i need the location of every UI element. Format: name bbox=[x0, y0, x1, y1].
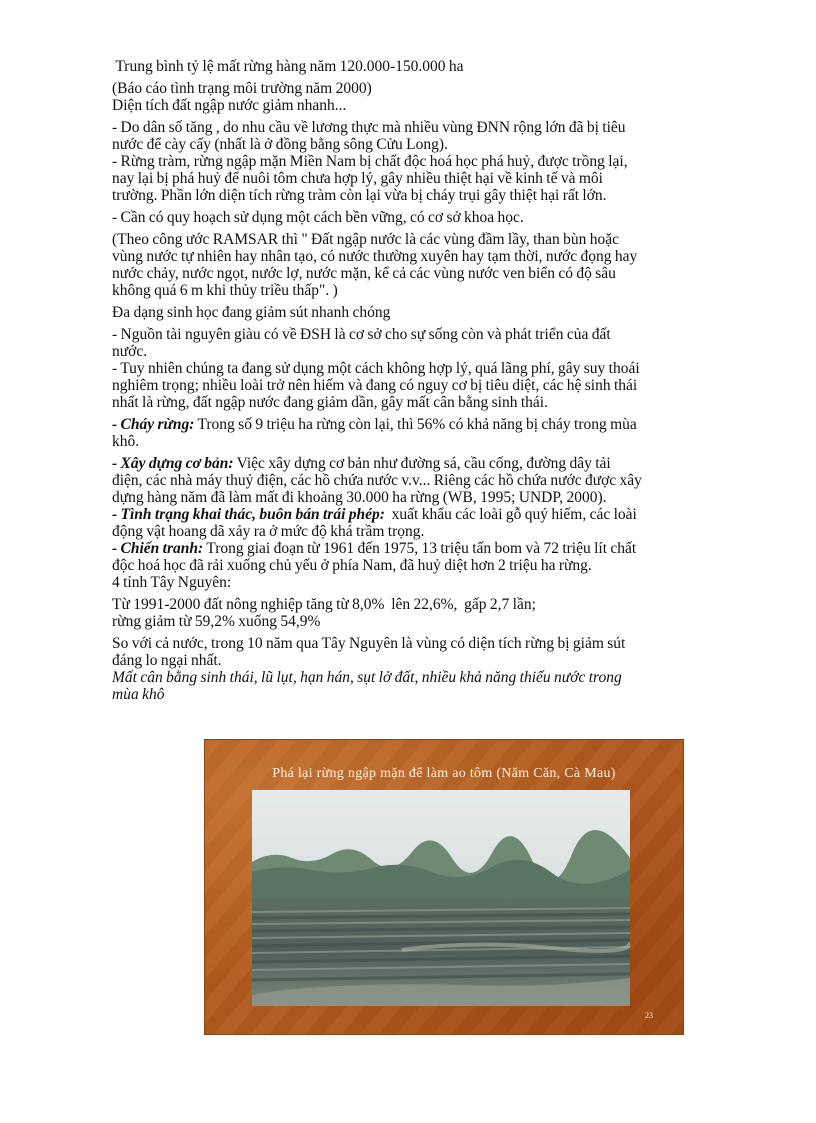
text-line: - Do dân số tăng , do nhu cầu về lương thực mà nhiều vùng ĐNN rộng lớn đã bị tiêu bbox=[112, 119, 626, 136]
document-body bbox=[112, 58, 782, 703]
text-line: nước chảy, nước ngọt, nước lợ, nước mặn, kể cả các vùng nước ven biển có độ sâu bbox=[112, 265, 616, 282]
slide-caption: Phá lại rừng ngập mặn để làm ao tôm (Năm Căn, Cà Mau) bbox=[272, 766, 616, 781]
text-line: nước để cày cấy (nhất là ở đồng bằng sông Cửu Long). bbox=[112, 136, 448, 153]
text-line: Diện tích đất ngập nước giảm nhanh... bbox=[112, 97, 347, 114]
section-heading: Đa dạng sinh học đang giảm sút nhanh chóng bbox=[112, 304, 391, 321]
inline-term: - Tình trạng khai thác, buôn bán trái phép: bbox=[112, 506, 385, 523]
text-line: (Theo công ước RAMSAR thì " Đất ngập nước là các vùng đầm lầy, than bùn hoặc bbox=[112, 231, 620, 248]
text-line: (Báo cáo tình trạng môi trường năm 2000) bbox=[112, 80, 372, 97]
text-line: Trung bình tỷ lệ mất rừng hàng năm 120.000-150.000 ha bbox=[112, 58, 464, 75]
text-line: nhất là rừng, đất ngập nước đang giảm dần, gây mất cân bằng sinh thái. bbox=[112, 394, 548, 411]
text-line: nước. bbox=[112, 343, 148, 360]
slide-number: 23 bbox=[645, 1011, 653, 1020]
text-line: vùng nước tự nhiên hay nhân tạo, có nước thường xuyên hay tạm thời, nước đọng hay bbox=[112, 248, 638, 265]
text-line: đáng lo ngại nhất. bbox=[112, 652, 222, 669]
inline-term: - Cháy rừng: bbox=[112, 416, 195, 433]
inline-text: Trong giai đoạn từ 1961 đến 1975, 13 triệu tấn bom và 72 triệu lít chất bbox=[203, 540, 637, 557]
text-line: 4 tỉnh Tây Nguyên: bbox=[112, 574, 232, 591]
text-line bbox=[112, 506, 782, 523]
text-line: dựng hàng năm đã làm mất đi khoảng 30.000 ha rừng (WB, 1995; UNDP, 2000). bbox=[112, 489, 607, 506]
text-line: - Cần có quy hoạch sử dụng một cách bền vững, có cơ sở khoa học. bbox=[112, 209, 524, 226]
text-line: So với cả nước, trong 10 năm qua Tây Nguyên là vùng có diện tích rừng bị giảm sút bbox=[112, 635, 626, 652]
text-line: nay lại bị phá huỷ để nuôi tôm chưa hợp lý, gây nhiều thiệt hại về kinh tế và môi bbox=[112, 170, 603, 187]
shrimp-pond-photo bbox=[252, 790, 630, 1006]
inline-term: - Xây dựng cơ bản: bbox=[112, 455, 234, 472]
text-line: điện, các nhà máy thuỷ điện, các hồ chứa nước v.v... Riêng các hồ chứa nước được xây bbox=[112, 472, 642, 489]
text-line: - Rừng tràm, rừng ngập mặn Miền Nam bị chất độc hoá học phá huỷ, được trồng lại, bbox=[112, 153, 628, 170]
text-line: độc hoá học đã rải xuống chủ yếu ở phía Nam, đã huỷ diệt hơn 2 triệu ha rừng. bbox=[112, 557, 592, 574]
inline-term: - Chiến tranh: bbox=[112, 540, 204, 557]
inline-text: xuất khẩu các loài gỗ quý hiếm, các loài bbox=[384, 506, 637, 523]
text-line: - Nguồn tài nguyên giàu có về ĐSH là cơ sở cho sự sống còn và phát triển của đất bbox=[112, 326, 611, 343]
text-line bbox=[112, 540, 782, 557]
text-line: Từ 1991-2000 đất nông nghiệp tăng từ 8,0% lên 22,6%, gấp 2,7 lần; bbox=[112, 596, 536, 613]
text-line: khô. bbox=[112, 433, 140, 450]
text-line: rừng giảm từ 59,2% xuống 54,9% bbox=[112, 613, 321, 630]
text-line: Mất cân bằng sinh thái, lũ lụt, hạn hán, sụt lở đất, nhiều khả năng thiếu nước trong bbox=[112, 669, 622, 686]
text-line bbox=[112, 455, 782, 472]
inline-text: Trong số 9 triệu ha rừng còn lại, thì 56% có khả năng bị cháy trong mùa bbox=[194, 416, 637, 433]
inline-text: Việc xây dựng cơ bản như đường sá, cầu cống, đường dây tải bbox=[233, 455, 611, 472]
text-line: động vật hoang dã xảy ra ở mức độ khá trầm trọng. bbox=[112, 523, 425, 540]
text-line: - Tuy nhiên chúng ta đang sử dụng một cách không hợp lý, quá lãng phí, gây suy thoái bbox=[112, 360, 640, 377]
embedded-slide bbox=[205, 740, 683, 1034]
text-line bbox=[112, 416, 782, 433]
text-line: nghiêm trọng; nhiều loài trở nên hiếm và đang có nguy cơ bị tiêu diệt, các hệ sinh thái bbox=[112, 377, 638, 394]
text-line: không quá 6 m khi thủy triều thấp". ) bbox=[112, 282, 338, 299]
text-line: trường. Phần lớn diện tích rừng tràm còn lại vừa bị cháy trụi gây thiệt hại rất lớn. bbox=[112, 187, 607, 204]
text-line: mùa khô bbox=[112, 686, 165, 703]
